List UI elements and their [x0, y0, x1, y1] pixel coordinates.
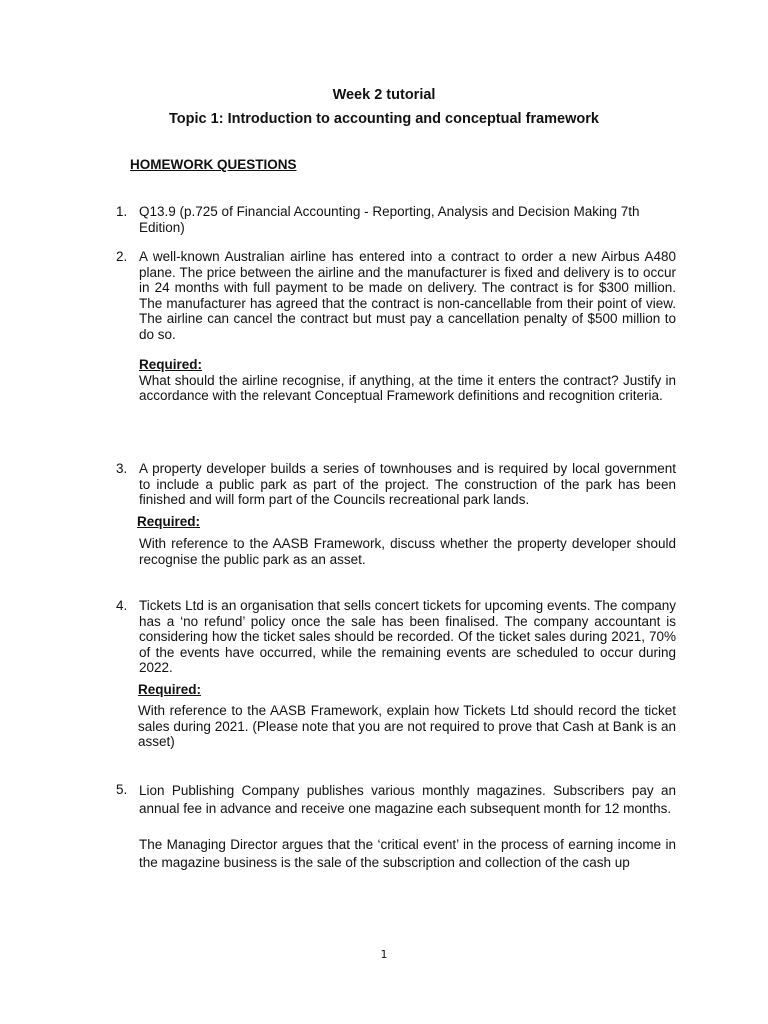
question-5	[116, 782, 676, 872]
question-number: 2.	[116, 249, 128, 264]
required-label: Required:	[139, 357, 203, 372]
page-number: 1	[380, 948, 388, 961]
required-label: Required:	[138, 681, 202, 697]
question-1	[116, 204, 676, 235]
question-text: The Managing Director argues that the ‘critical event’ in the process of earning income in the magazine business is the sale of the subscription and collection of the cash up	[139, 837, 676, 870]
document-subtitle: Topic 1: Introduction to accounting and conceptual framework	[169, 111, 599, 127]
required-text: With reference to the AASB Framework, explain how Tickets Ltd should record the ticket sales during 2021. (Please note that you are not required to prove that Cash at Bank is an asset)	[138, 703, 676, 749]
question-3	[116, 461, 676, 567]
question-number: 1.	[116, 204, 128, 219]
question-4	[116, 598, 676, 750]
required-text: What should the airline recognise, if anything, at the time it enters the contract? Justify in accordance with the relevant Conceptual Framework definitions and recognition criteria.	[139, 372, 676, 403]
section-heading: HOMEWORK QUESTIONS	[130, 157, 297, 172]
question-number: 4.	[116, 598, 128, 613]
question-text: A well-known Australian airline has entered into a contract to order a new Airbus A480 plane. The price between the airline and the manufacturer is fixed and delivery is to occur in 24 months with full payment to be made on delivery. The contract is for $300 million. The manufacturer has agreed that the contract is non-cancellable from their point of view. The airline can cancel the contract but must pay a cancellation penalty of $500 million to do so.	[139, 249, 676, 342]
question-number: 3.	[116, 461, 128, 476]
question-text: Q13.9 (p.725 of Financial Accounting - Reporting, Analysis and Decision Making 7th Edition)	[139, 204, 640, 235]
document-title: Week 2 tutorial	[332, 87, 436, 103]
question-2	[116, 249, 676, 404]
question-text: Lion Publishing Company publishes various monthly magazines. Subscribers pay an annual fee in advance and receive one magazine each subsequent month for 12 months.	[139, 783, 676, 816]
required-text: With reference to the AASB Framework, discuss whether the property developer should recognise the public park as an asset.	[139, 536, 676, 567]
question-text: Tickets Ltd is an organisation that sells concert tickets for upcoming events. The company has a ‘no refund’ policy once the sale has been finalised. The company accountant is considering how the ticket sales should be recorded. Of the ticket sales during 2021, 70% of the events have occurred, while the remaining events are scheduled to occur during 2022.	[139, 598, 676, 675]
required-label: Required:	[137, 513, 201, 529]
question-number: 5.	[116, 782, 128, 797]
question-text: A property developer builds a series of townhouses and is required by local government to include a public park as part of the project. The construction of the park has been finished and will form part of the Councils recreational park lands.	[139, 461, 676, 507]
